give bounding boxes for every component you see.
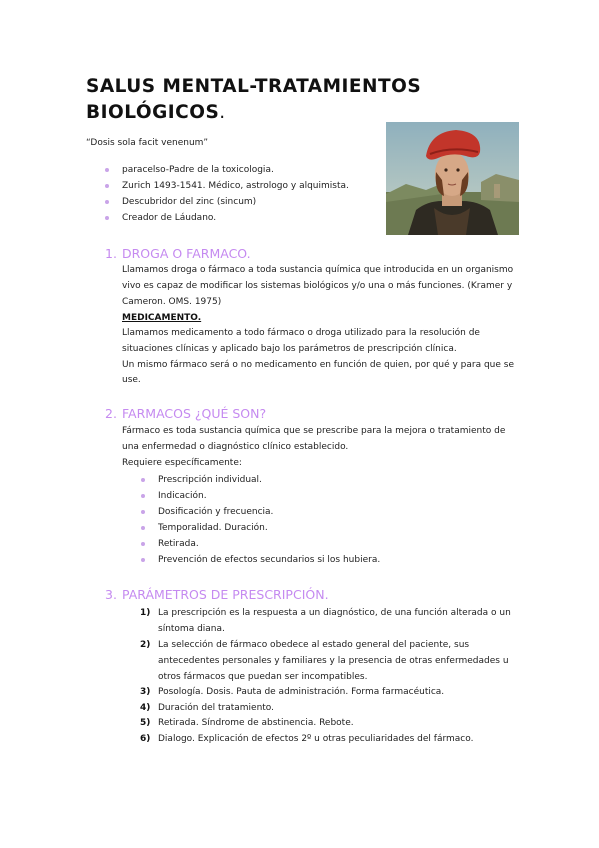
- section-number: 3.: [105, 587, 117, 602]
- paragraph-line: Llamamos medicamento a todo fármaco o droga utilizado para la resolución de: [122, 328, 480, 338]
- intro-bullet-text: Creador de Láudano.: [122, 213, 217, 223]
- paragraph: [122, 424, 505, 471]
- intro-bullet: [122, 178, 349, 194]
- item-line: Dialogo. Explicación de efectos 2º u otras peculiaridades del fármaco.: [158, 734, 474, 744]
- paragraph: [122, 326, 514, 389]
- requirement-bullet: [158, 472, 262, 488]
- section-heading-2: [105, 406, 267, 421]
- quote: “Dosis sola facit venenum”: [86, 138, 209, 148]
- paragraph-line: Un mismo fármaco será o no medicamento en función de quien, por qué y para que se: [122, 359, 515, 370]
- bullet-dot: [105, 216, 109, 220]
- paragraph-line: Fármaco es toda sustancia química que se prescribe para la mejora o tratamiento de: [122, 426, 506, 436]
- title-line-2-text: BIOLÓGICOS: [86, 102, 220, 123]
- section-heading-1: [105, 246, 251, 261]
- item-line: Retirada. Síndrome de abstinencia. Rebote.: [158, 718, 354, 728]
- bullet-dot: [141, 510, 145, 514]
- item-line: La prescripción es la respuesta a un diagnóstico, de una función alterada o un: [158, 608, 511, 618]
- item-line: antecedentes personales y familiares y la presencia de otras enfermedades u: [158, 655, 509, 666]
- item-line: La selección de fármaco obedece al estado general del paciente, sus: [158, 640, 470, 650]
- paragraph-line: situaciones clínicas y aplicado bajo los parámetros de prescripción clínica.: [122, 343, 457, 354]
- item-line: síntoma diana.: [158, 623, 225, 634]
- requirement-text: Indicación.: [158, 491, 207, 501]
- bullet-dot: [141, 558, 145, 562]
- item-line: Duración del tratamiento.: [158, 703, 275, 713]
- requirement-text: Temporalidad. Duración.: [158, 523, 268, 533]
- paragraph-line: Cameron. OMS. 1975): [122, 296, 222, 307]
- title-line-2: [86, 100, 426, 126]
- requirement-bullet: [158, 536, 199, 552]
- intro-bullet: [122, 162, 274, 178]
- intro-bullet: [122, 210, 216, 226]
- requirement-text: Prescripción individual.: [158, 475, 262, 485]
- bullet-dot: [141, 478, 145, 482]
- intro-bullet-text: Descubridor del zinc (sincum): [122, 197, 257, 207]
- bullet-dot: [105, 200, 109, 204]
- requirement-text: Retirada.: [158, 539, 199, 549]
- section-number: 1.: [105, 246, 117, 261]
- numbered-item: [140, 716, 354, 732]
- requirement-bullet: [158, 552, 380, 568]
- item-number: 1): [140, 608, 151, 618]
- item-line: Posología. Dosis. Pauta de administración. Forma farmacéutica.: [158, 687, 445, 697]
- requirement-bullet: [158, 504, 273, 520]
- item-number: 5): [140, 718, 151, 728]
- intro-bullet: [122, 194, 256, 210]
- bullet-dot: [141, 542, 145, 546]
- bullet-dot: [141, 494, 145, 498]
- section-heading-text: PARÁMETROS DE PRESCRIPCIÓN.: [122, 587, 329, 602]
- portrait-image: [386, 122, 519, 235]
- item-number: 4): [140, 703, 151, 713]
- subheading-medicamento: MEDICAMENTO.: [122, 313, 202, 323]
- requirement-bullet: [158, 488, 207, 504]
- bullet-dot: [105, 168, 109, 172]
- intro-bullet-text: Zurich 1493-1541. Médico, astrologo y alquimista.: [122, 181, 349, 191]
- paragraph-line: Llamamos droga o fármaco a toda sustancia química que introducida en un organismo: [122, 265, 514, 275]
- page-title: [86, 74, 426, 126]
- section-heading-3: [105, 587, 329, 602]
- item-number: 2): [140, 640, 151, 650]
- requirement-bullet: [158, 520, 268, 536]
- section-heading-text: FARMACOS ¿QUÉ SON?: [122, 406, 267, 421]
- paragraph-line: Requiere específicamente:: [122, 457, 242, 468]
- item-number: 3): [140, 687, 151, 697]
- bullet-dot: [141, 526, 145, 530]
- paragraph: [122, 263, 513, 310]
- numbered-item: [140, 701, 275, 717]
- bullet-dot: [105, 184, 109, 188]
- intro-bullet-text: paracelso-Padre de la toxicologia.: [122, 165, 274, 175]
- paragraph-line: una enfermedad o diagnóstico clínico establecido.: [122, 441, 349, 452]
- section-number: 2.: [105, 406, 117, 421]
- numbered-item: [140, 638, 509, 685]
- item-number: 6): [140, 734, 151, 744]
- numbered-item: [140, 732, 474, 748]
- paragraph-line: vivo es capaz de modificar los sistemas biológicos y/o una o más funciones. (Kramer y: [122, 280, 513, 291]
- requirement-text: Prevención de efectos secundarios si los hubiera.: [158, 555, 381, 565]
- paragraph-line: use.: [122, 375, 141, 386]
- numbered-item: [140, 685, 445, 701]
- title-dot: .: [219, 102, 226, 123]
- section-heading-text: DROGA O FARMACO.: [122, 246, 251, 261]
- title-line-1: SALUS MENTAL-TRATAMIENTOS: [86, 76, 422, 97]
- numbered-item: [140, 606, 511, 638]
- requirement-text: Dosificación y frecuencia.: [158, 507, 274, 517]
- item-line: otros fármacos que puedan ser incompatibles.: [158, 671, 368, 682]
